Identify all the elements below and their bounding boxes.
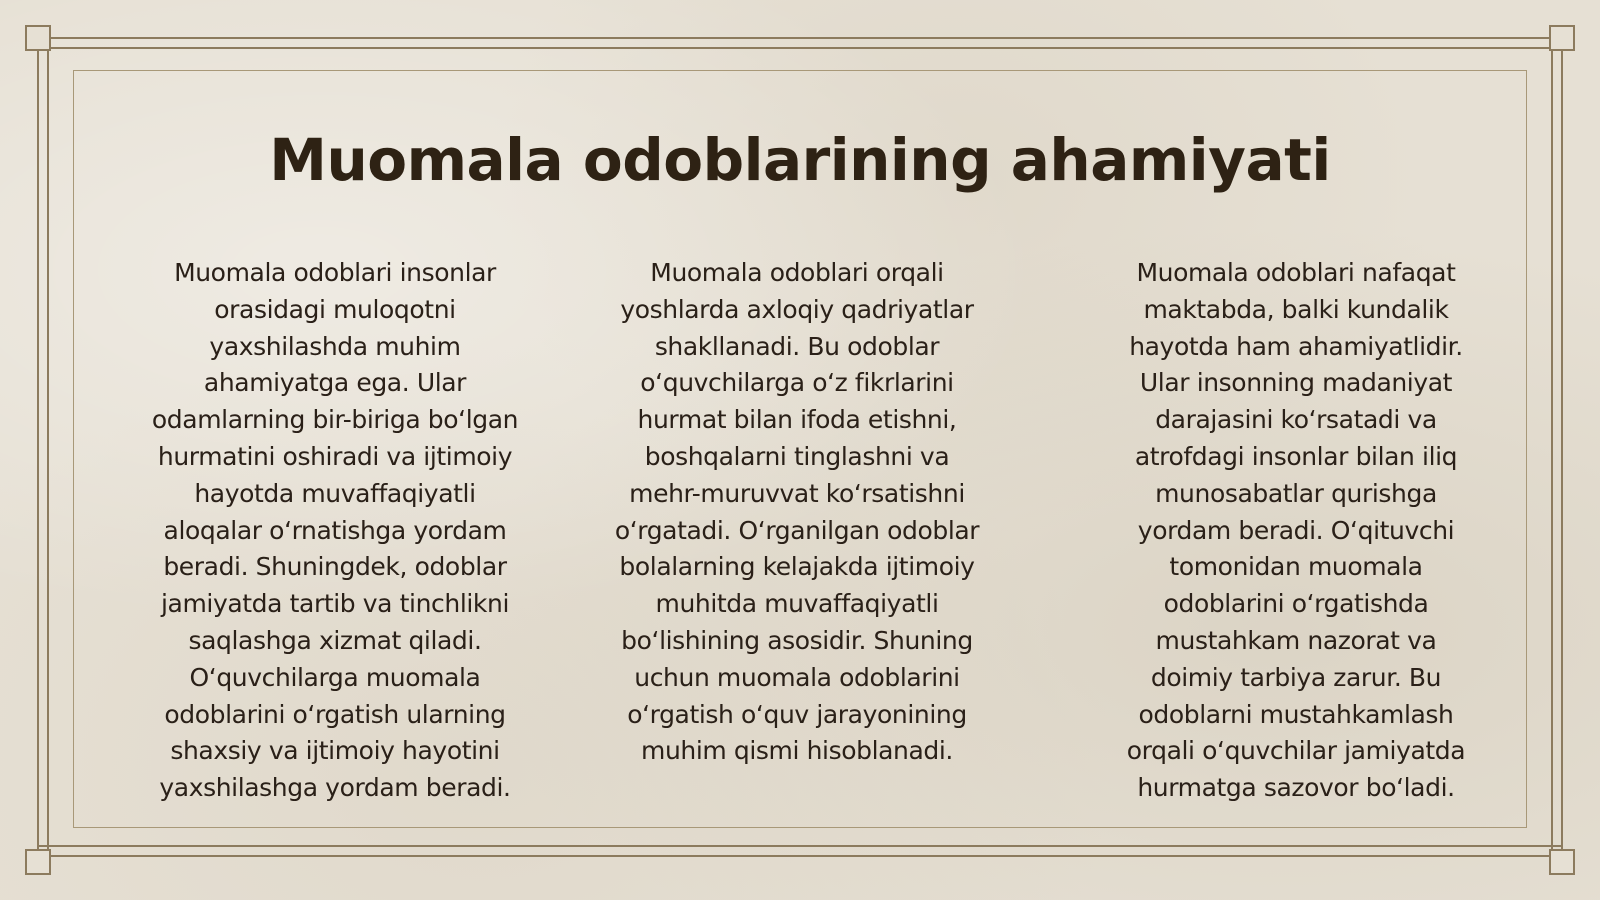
frame-bottom-line-outer (38, 855, 1562, 857)
text-column-1: Muomala odoblari insonlar orasidagi muloqotni yaxshilashda muhim ahamiyatga ega. Ular odamlarning bir-biriga boʻlgan hurmatini oshiradi va ijtimoiy hayotda muvaffaqiyatli aloqalar oʻrnatishga yordam beradi. Shuningdek, odoblar jamiyatda tartib va tinchlikni saqlashga xizmat qiladi. Oʻquvchilarga muomala odoblarini oʻrgatish ularning shaxsiy va ijtimoiy hayotini yaxshilashga yordam beradi. (151, 258, 519, 803)
frame-top-line-inner (38, 47, 1562, 49)
frame-top-line-outer (38, 37, 1562, 39)
frame-corner-bottom-left (25, 849, 51, 875)
frame-corner-top-left (25, 25, 51, 51)
frame-corner-bottom-right (1549, 849, 1575, 875)
text-column-3: Muomala odoblari nafaqat maktabda, balki kundalik hayotda ham ahamiyatlidir. Ular insonning madaniyat darajasini koʻrsatadi va atrofdagi insonlar bilan iliq munosabatlar qurishga yordam beradi. Oʻqituvchi tomonidan muomala odoblarini oʻrgatishda mustahkam nazorat va doimiy tarbiya zarur. Bu odoblarni mustahkamlash orqali oʻquvchilar jamiyatda hurmatga sazovor boʻladi. (1126, 258, 1466, 803)
text-column-2: Muomala odoblari orqali yoshlarda axloqiy qadriyatlar shakllanadi. Bu odoblar oʻquvchilarga oʻz fikrlarini hurmat bilan ifoda etishni, boshqalarni tinglashni va mehr-muruvvat koʻrsatishni oʻrgatadi. Oʻrganilgan odoblar bolalarning kelajakda ijtimoiy muhitda muvaffaqiyatli boʻlishining asosidir. Shuning uchun muomala odoblarini oʻrgatish oʻquv jarayonining muhim qismi hisoblanadi. (614, 258, 980, 766)
slide-title: Muomala odoblarining ahamiyati (269, 126, 1331, 194)
frame-corner-top-right (1549, 25, 1575, 51)
frame-bottom-line-inner (38, 845, 1562, 847)
